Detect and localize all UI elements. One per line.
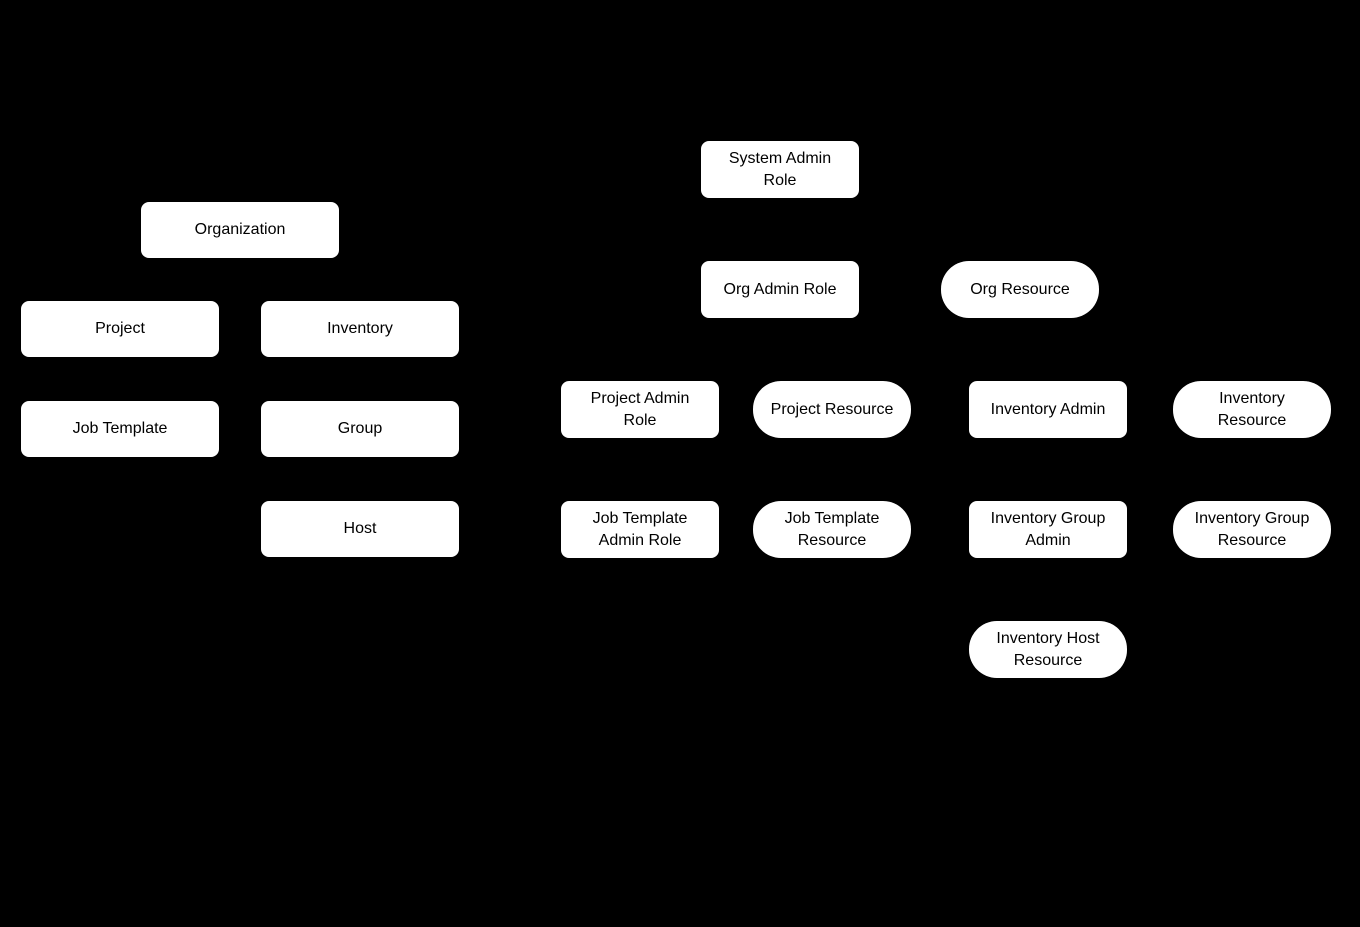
node-label: Group <box>337 420 383 437</box>
node-inventory <box>261 301 459 357</box>
node-inventory-admin <box>969 381 1127 438</box>
node-inventory-resource <box>1173 381 1331 438</box>
node-label: Host <box>343 520 377 537</box>
node-inventory-group-resource <box>1173 501 1331 558</box>
node-label: Inventory Host <box>996 629 1100 647</box>
node-label: Resource <box>1013 651 1083 669</box>
node-label: Org Admin Role <box>723 280 837 298</box>
node-label: Inventory Admin <box>990 400 1106 418</box>
node-project <box>21 301 219 357</box>
node-label: Resource <box>797 531 867 549</box>
node-label: Resource <box>1217 531 1287 549</box>
node-label: Inventory <box>327 320 393 337</box>
node-label: Role <box>763 171 797 189</box>
node-job-template <box>21 401 219 457</box>
node-organization <box>141 202 339 258</box>
node-host <box>261 501 459 557</box>
node-label: Resource <box>1217 411 1287 429</box>
node-label: Job Template <box>72 420 168 437</box>
node-label: Inventory Group <box>990 509 1106 527</box>
node-org-resource <box>941 261 1099 318</box>
node-label: Inventory Group <box>1194 509 1310 527</box>
node-label: Inventory <box>1219 389 1285 407</box>
node-job-template-admin-role <box>561 501 719 558</box>
node-label: Project Admin <box>590 389 690 407</box>
node-project-admin-role <box>561 381 719 438</box>
node-label: Admin Role <box>598 531 682 549</box>
node-label: Project Resource <box>770 400 894 418</box>
node-label: Org Resource <box>970 280 1070 298</box>
node-inventory-host-resource <box>969 621 1127 678</box>
node-label: Job Template <box>592 509 688 527</box>
node-job-template-resource <box>753 501 911 558</box>
node-label: System Admin <box>728 149 832 167</box>
node-group <box>261 401 459 457</box>
node-label: Job Template <box>784 509 880 527</box>
node-inventory-group-admin <box>969 501 1127 558</box>
node-project-resource <box>753 381 911 438</box>
node-label: Admin <box>1025 531 1071 549</box>
node-system-admin-role <box>701 141 859 198</box>
node-label: Project <box>95 320 145 337</box>
node-org-admin-role <box>701 261 859 318</box>
node-label: Organization <box>194 221 286 238</box>
node-label: Role <box>623 411 657 429</box>
